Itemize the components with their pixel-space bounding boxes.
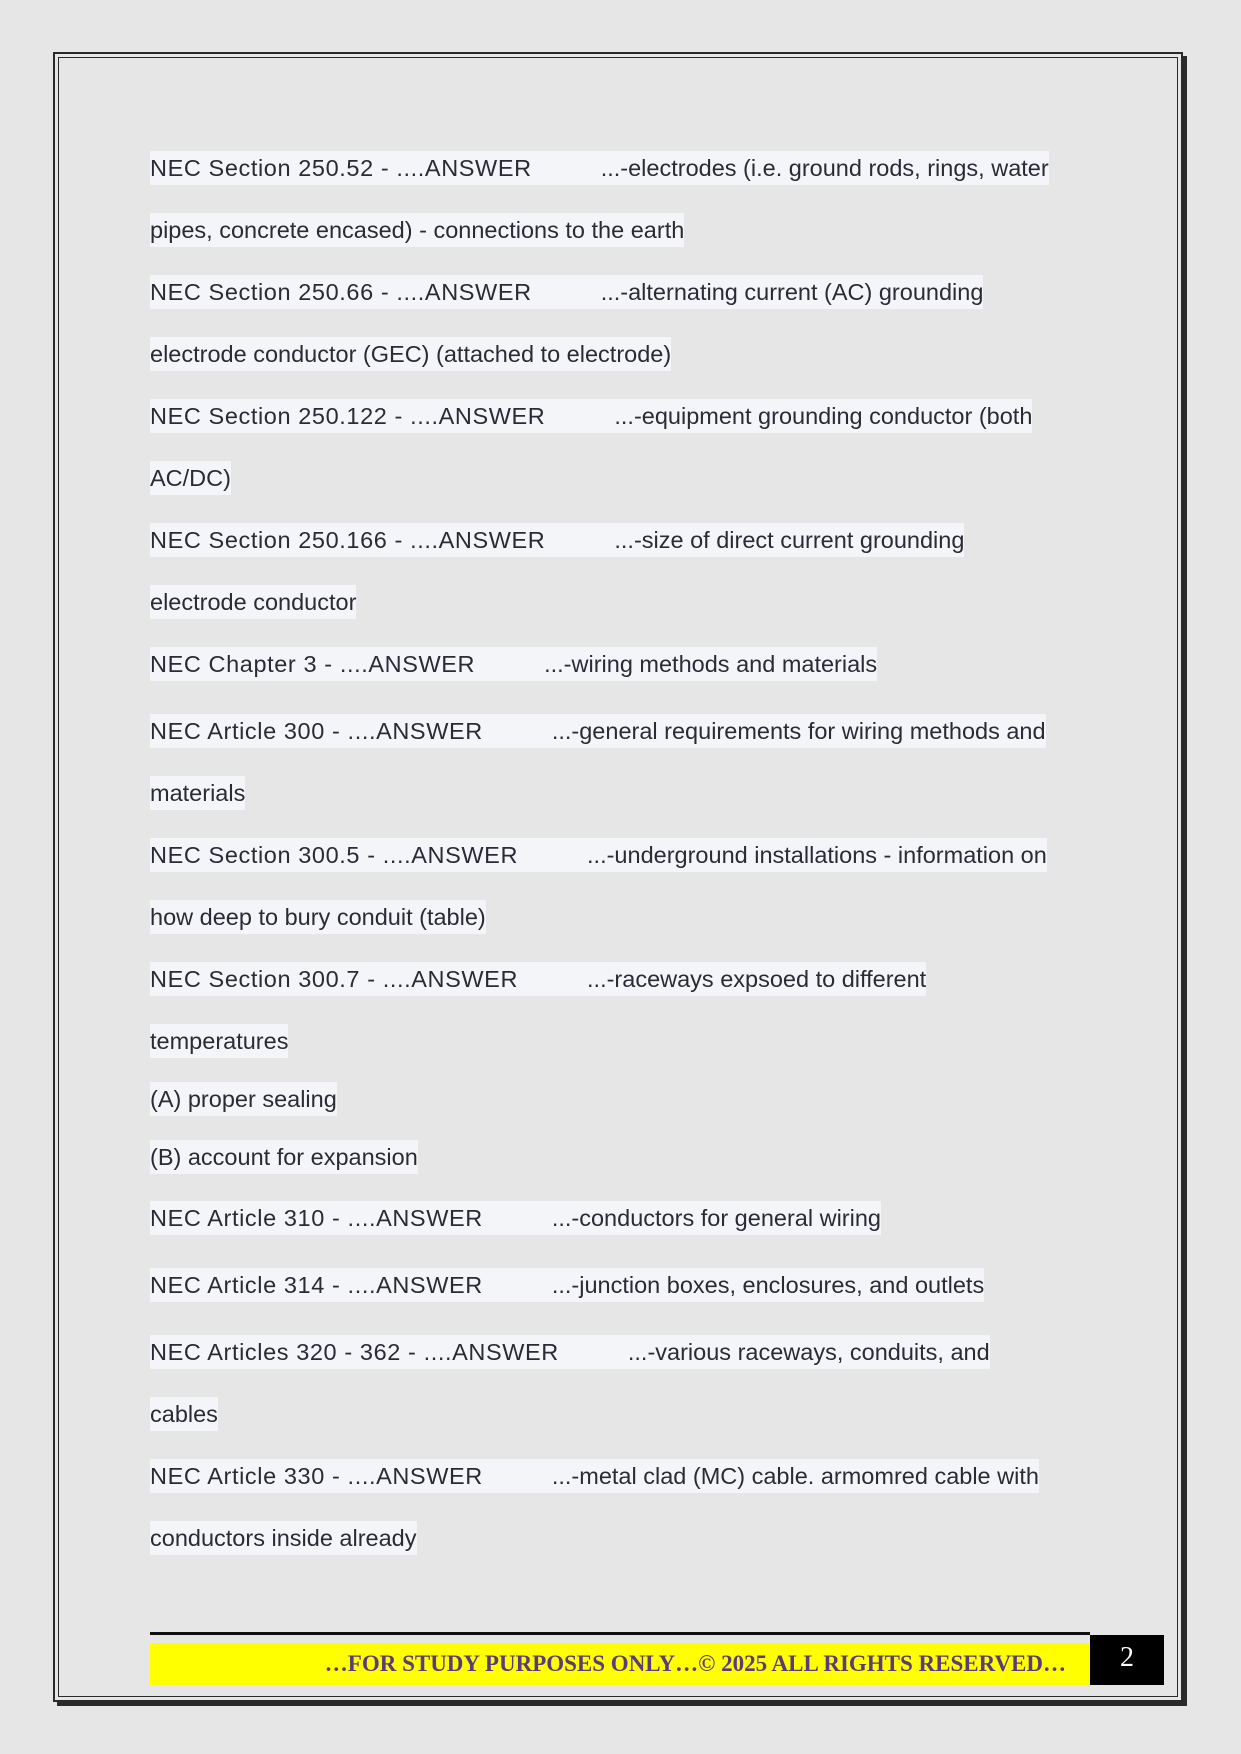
answer-text: ...-wiring methods and materials [544, 647, 877, 681]
page-number: 2 [1090, 1635, 1164, 1685]
question-text: NEC Section 250.66 - ....ANSWER [150, 275, 532, 309]
entry-continuation: temperatures [150, 1024, 288, 1058]
entry-continuation: electrode conductor (GEC) (attached to electrode) [150, 337, 671, 371]
entry-line [150, 1335, 990, 1369]
answer-text: ...-various raceways, conduits, and [628, 1335, 990, 1369]
page-content [150, 0, 1090, 1700]
entry-continuation: cables [150, 1397, 218, 1431]
question-text: NEC Section 250.52 - ....ANSWER [150, 151, 532, 185]
entry-line [150, 647, 877, 681]
entry-line [150, 838, 1047, 872]
entry-continuation: materials [150, 776, 245, 810]
entry-line [150, 714, 1046, 748]
question-text: NEC Section 300.7 - ....ANSWER [150, 962, 518, 996]
entry-line [150, 399, 1032, 433]
question-text: NEC Article 314 - ....ANSWER [150, 1268, 483, 1302]
entry-line [150, 1268, 984, 1302]
entry-continuation: how deep to bury conduit (table) [150, 900, 486, 934]
answer-text: ...-underground installations - information on [587, 838, 1047, 872]
answer-text: ...-conductors for general wiring [552, 1201, 881, 1235]
answer-text: ...-raceways expsoed to different [587, 962, 926, 996]
entry-line [150, 962, 926, 996]
footer-rule [150, 1632, 1090, 1635]
answer-text: ...-electrodes (i.e. ground rods, rings, water [601, 151, 1049, 185]
entry-continuation: AC/DC) [150, 461, 231, 495]
question-text: NEC Chapter 3 - ....ANSWER [150, 647, 475, 681]
entry-line [150, 151, 1049, 185]
question-text: NEC Section 250.122 - ....ANSWER [150, 399, 545, 433]
question-text: NEC Article 310 - ....ANSWER [150, 1201, 483, 1235]
question-text: NEC Section 300.5 - ....ANSWER [150, 838, 518, 872]
entry-subitem: (B) account for expansion [150, 1140, 418, 1174]
answer-text: ...-general requirements for wiring methods and [552, 714, 1046, 748]
question-text: NEC Articles 320 - 362 - ....ANSWER [150, 1335, 559, 1369]
answer-text: ...-metal clad (MC) cable. armomred cable with [552, 1459, 1039, 1493]
answer-text: ...-alternating current (AC) grounding [601, 275, 984, 309]
entry-line [150, 275, 983, 309]
entry-continuation: conductors inside already [150, 1521, 417, 1555]
question-text: NEC Article 330 - ....ANSWER [150, 1459, 483, 1493]
question-text: NEC Article 300 - ....ANSWER [150, 714, 483, 748]
footer-text: …FOR STUDY PURPOSES ONLY…© 2025 ALL RIGHTS RESERVED… [324, 1651, 1066, 1676]
entry-line [150, 1459, 1039, 1493]
entry-continuation: pipes, concrete encased) - connections to the earth [150, 213, 684, 247]
answer-text: ...-equipment grounding conductor (both [614, 399, 1032, 433]
entry-subitem: (A) proper sealing [150, 1082, 337, 1116]
answer-text: ...-junction boxes, enclosures, and outlets [552, 1268, 984, 1302]
entry-line [150, 1201, 881, 1235]
question-text: NEC Section 250.166 - ....ANSWER [150, 523, 545, 557]
footer-banner [150, 1643, 1090, 1685]
entry-line [150, 523, 964, 557]
answer-text: ...-size of direct current grounding [614, 523, 964, 557]
entry-continuation: electrode conductor [150, 585, 356, 619]
